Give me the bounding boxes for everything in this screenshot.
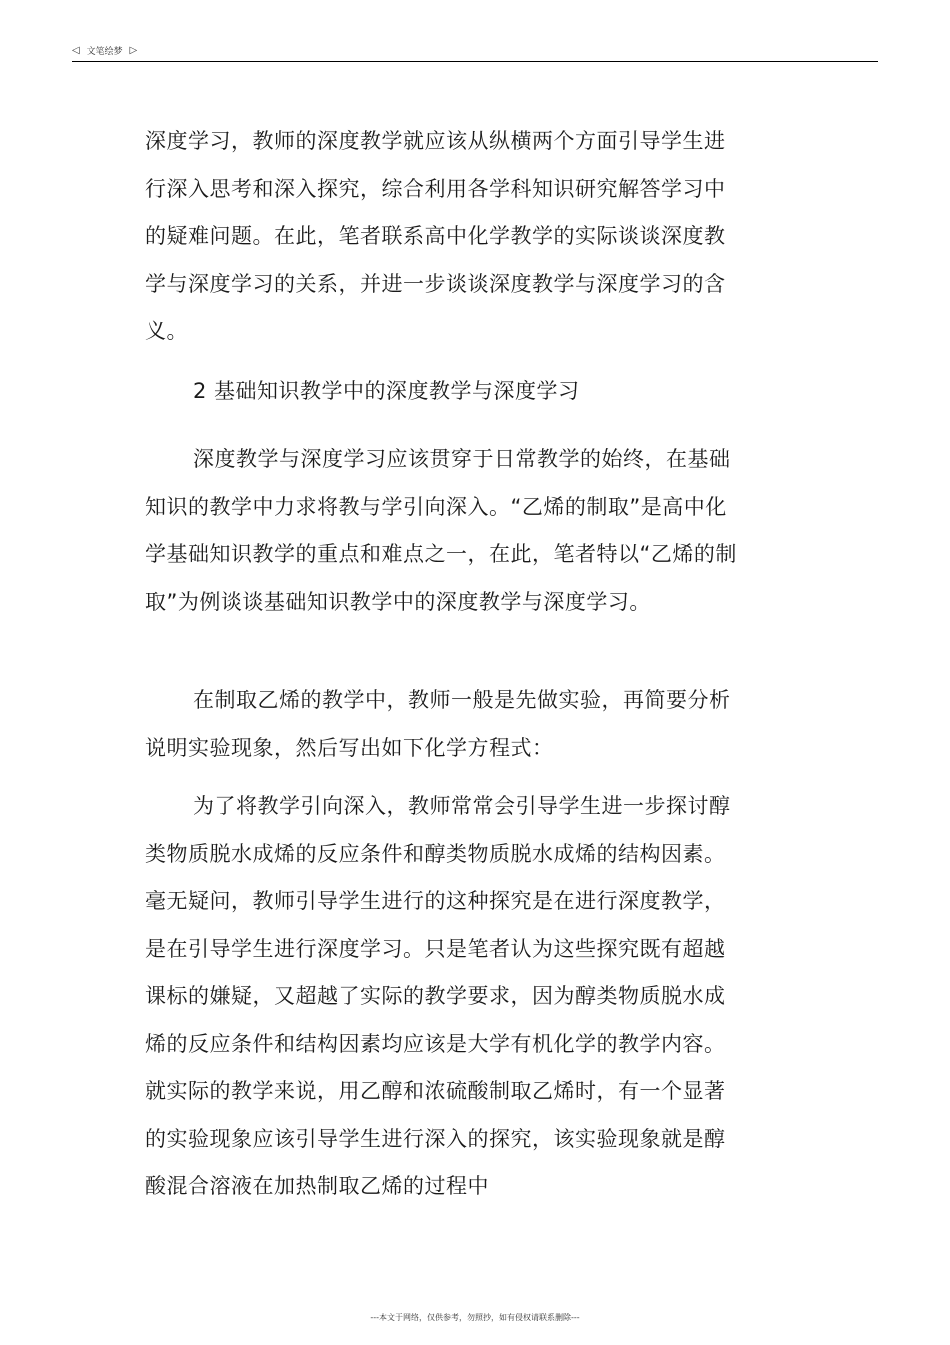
section-heading xyxy=(145,368,745,416)
section-heading-text: 2 基础知识教学中的深度教学与深度学习 xyxy=(193,379,580,403)
header-label: 文笔绘梦 xyxy=(86,47,123,57)
paragraph-2 xyxy=(145,436,745,626)
paragraph-text: 深度教学与深度学习应该贯穿于日常教学的始终，在基础知识的教学中力求将教与学引向深入。“乙烯的制取”是高中化学基础知识教学的重点和难点之一，在此，笔者特以“乙烯的制取”为例谈谈基础知识教学中的深度教学与深度学习。 xyxy=(145,447,737,614)
paragraph-1 xyxy=(145,118,745,356)
paragraph-4 xyxy=(145,783,745,1211)
paragraph-text: 在制取乙烯的教学中，教师一般是先做实验，再简要分析说明实验现象，然后写出如下化学方程式： xyxy=(145,688,731,760)
header-divider xyxy=(72,61,878,62)
paragraph-text: 为了将教学引向深入，教师常常会引导学生进一步探讨醇类物质脱水成烯的反应条件和醇类物质脱水成烯的结构因素。毫无疑问，教师引导学生进行的这种探究是在进行深度教学，是在引导学生进行深度学习。只是笔者认为这些探究既有超越课标的嫌疑，又超越了实际的教学要求，因为醇类物质脱水成烯的反应条件和结构因素均应该是大学有机化学的教学内容。就实际的教学来说，用乙醇和浓硫酸制取乙烯时，有一个显著的实验现象应该引导学生进行深入的探究，该实验现象就是醇酸混合溶液在加热制取乙烯的过程中 xyxy=(145,794,731,1198)
page-header xyxy=(72,44,878,62)
left-triangle-icon: ◁ xyxy=(72,45,80,56)
paragraph-3 xyxy=(145,677,745,772)
paragraph-text: 深度学习，教师的深度教学就应该从纵横两个方面引导学生进行深入思考和深入探究，综合利用各学科知识研究解答学习中的疑难问题。在此，笔者联系高中化学教学的实际谈谈深度教学与深度学习的关系，并进一步谈谈深度教学与深度学习的含义。 xyxy=(145,129,726,343)
page-footer: ---本文于网络，仅供参考，勿照抄，如有侵权请联系删除--- xyxy=(370,1313,580,1322)
right-triangle-icon: ▷ xyxy=(129,45,138,56)
